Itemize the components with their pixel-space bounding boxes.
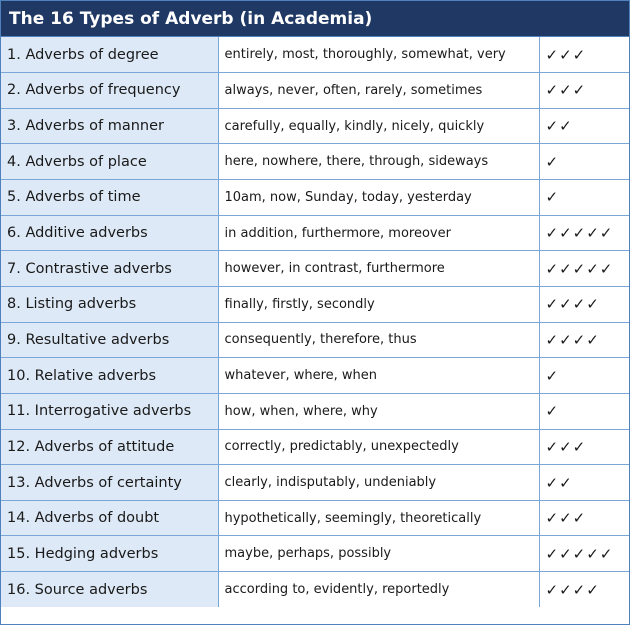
adverb-examples-cell: according to, evidently, reportedly [218,572,539,608]
academic-rating-cell: ✓✓ [539,465,629,501]
academic-rating-cell: ✓✓✓✓ [539,286,629,322]
adverb-types-table [1,37,629,607]
adverb-type-cell: 3. Adverbs of manner [1,108,218,144]
academic-rating-cell: ✓✓✓✓ [539,572,629,608]
table-row [1,393,629,429]
adverb-examples-cell: finally, firstly, secondly [218,286,539,322]
adverb-type-cell: 4. Adverbs of place [1,144,218,180]
table-row [1,73,629,109]
table-row [1,500,629,536]
adverb-type-cell: 9. Resultative adverbs [1,322,218,358]
table-row [1,108,629,144]
adverb-examples-cell: always, never, often, rarely, sometimes [218,73,539,109]
academic-rating-cell: ✓✓ [539,108,629,144]
table-row [1,429,629,465]
table-row [1,37,629,73]
academic-rating-cell: ✓✓✓ [539,500,629,536]
adverb-examples-cell: hypothetically, seemingly, theoretically [218,500,539,536]
adverb-examples-cell: clearly, indisputably, undeniably [218,465,539,501]
adverb-type-cell: 15. Hedging adverbs [1,536,218,572]
adverb-type-cell: 12. Adverbs of attitude [1,429,218,465]
academic-rating-cell: ✓ [539,144,629,180]
table-row [1,465,629,501]
table-row [1,180,629,216]
adverb-examples-cell: maybe, perhaps, possibly [218,536,539,572]
adverb-type-cell: 14. Adverbs of doubt [1,500,218,536]
table-row [1,286,629,322]
adverb-type-cell: 8. Listing adverbs [1,286,218,322]
academic-rating-cell: ✓✓✓ [539,37,629,73]
adverb-examples-cell: here, nowhere, there, through, sideways [218,144,539,180]
adverb-examples-cell: consequently, therefore, thus [218,322,539,358]
adverb-type-cell: 13. Adverbs of certainty [1,465,218,501]
adverb-type-cell: 11. Interrogative adverbs [1,393,218,429]
academic-rating-cell: ✓✓✓✓ [539,322,629,358]
adverb-type-cell: 6. Additive adverbs [1,215,218,251]
adverb-type-cell: 10. Relative adverbs [1,358,218,394]
table-title: The 16 Types of Adverb (in Academia) [1,1,629,37]
academic-rating-cell: ✓ [539,180,629,216]
table-row [1,536,629,572]
adverb-examples-cell: carefully, equally, kindly, nicely, quickly [218,108,539,144]
academic-rating-cell: ✓ [539,393,629,429]
adverb-examples-cell: in addition, furthermore, moreover [218,215,539,251]
table-row [1,144,629,180]
adverb-examples-cell: correctly, predictably, unexpectedly [218,429,539,465]
adverb-type-cell: 7. Contrastive adverbs [1,251,218,287]
adverb-type-cell: 2. Adverbs of frequency [1,73,218,109]
adverb-examples-cell: entirely, most, thoroughly, somewhat, very [218,37,539,73]
adverb-examples-cell: 10am, now, Sunday, today, yesterday [218,180,539,216]
table-row [1,251,629,287]
adverb-examples-cell: how, when, where, why [218,393,539,429]
adverb-type-cell: 1. Adverbs of degree [1,37,218,73]
adverb-type-cell: 16. Source adverbs [1,572,218,608]
table-row [1,358,629,394]
adverb-examples-cell: however, in contrast, furthermore [218,251,539,287]
academic-rating-cell: ✓✓✓✓✓ [539,536,629,572]
table-row [1,215,629,251]
table-row [1,322,629,358]
table-row [1,572,629,608]
academic-rating-cell: ✓✓✓✓✓ [539,251,629,287]
adverb-examples-cell: whatever, where, when [218,358,539,394]
academic-rating-cell: ✓✓✓ [539,429,629,465]
academic-rating-cell: ✓ [539,358,629,394]
academic-rating-cell: ✓✓✓✓✓ [539,215,629,251]
academic-rating-cell: ✓✓✓ [539,73,629,109]
adverb-type-cell: 5. Adverbs of time [1,180,218,216]
